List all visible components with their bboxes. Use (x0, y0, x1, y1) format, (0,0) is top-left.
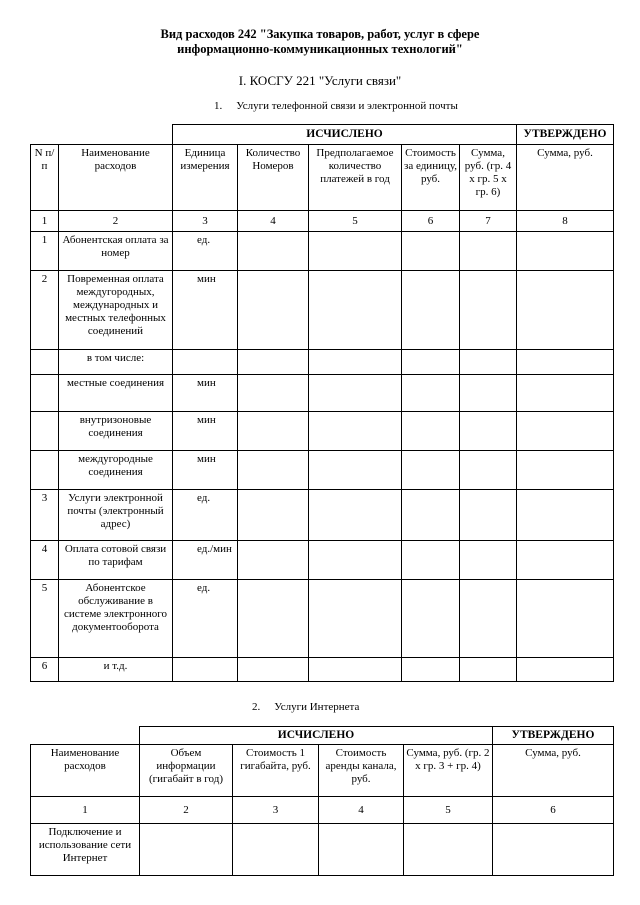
phone-email-table (30, 124, 614, 682)
table-row (31, 451, 614, 490)
row-number: 1 (31, 232, 59, 271)
column-number: 6 (402, 211, 460, 232)
group-header-approved: УТВЕРЖДЕНО (517, 125, 614, 145)
column-header: N п/п (31, 145, 59, 211)
column-number: 4 (319, 797, 404, 824)
table-row (31, 824, 614, 876)
column-number: 6 (493, 797, 614, 824)
row-unit: ед./мин (173, 541, 238, 580)
column-number: 2 (59, 211, 173, 232)
column-header: Стоимость за единицу, руб. (402, 145, 460, 211)
row-name: Абонентское обслуживание в системе электронного документооборота (59, 580, 173, 658)
row-unit: ед. (173, 232, 238, 271)
column-header: Объем информации (гигабайт в год) (140, 745, 233, 797)
row-name: Подключение и использование сети Интернет (31, 824, 140, 876)
column-header: Наименование расходов (31, 745, 140, 797)
column-number: 7 (460, 211, 517, 232)
table-row (31, 580, 614, 658)
subsection-1-label: Услуги телефонной связи и электронной почты (236, 100, 458, 112)
row-name: и т.д. (59, 658, 173, 682)
row-name: Повременная оплата междугородных, международных и местных телефонных соединений (59, 271, 173, 350)
row-name: местные соединения (59, 375, 173, 412)
table-row (31, 490, 614, 541)
row-number: 3 (31, 490, 59, 541)
column-number-row (31, 797, 614, 824)
row-unit (173, 350, 238, 375)
row-name: в том числе: (59, 350, 173, 375)
row-name: внутризоновые соединения (59, 412, 173, 451)
column-header: Количество Номеров (238, 145, 309, 211)
row-name: Услуги электронной почты (электронный адрес) (59, 490, 173, 541)
row-unit (173, 658, 238, 682)
column-number-row (31, 211, 614, 232)
row-number (31, 412, 59, 451)
column-number: 5 (309, 211, 402, 232)
column-header: Предполагаемое количество платежей в год (309, 145, 402, 211)
row-name: Абонентская оплата за номер (59, 232, 173, 271)
group-header-calculated: ИСЧИСЛЕНО (173, 125, 517, 145)
column-number: 5 (404, 797, 493, 824)
title-line-2: информационно-коммуникационных технологий" (177, 42, 463, 56)
subsection-2-label: Услуги Интернета (274, 701, 360, 713)
title-line-1: Вид расходов 242 "Закупка товаров, работ, услуг в сфере (160, 27, 480, 41)
table-row (31, 412, 614, 451)
table-row (31, 271, 614, 350)
group-header-approved: УТВЕРЖДЕНО (493, 727, 614, 745)
column-header: Сумма, руб. (517, 145, 614, 211)
group-header-calculated: ИСЧИСЛЕНО (140, 727, 493, 745)
internet-table (30, 726, 614, 876)
row-number (31, 451, 59, 490)
column-header: Сумма, руб. (493, 745, 614, 797)
column-header: Стоимость аренды канала, руб. (319, 745, 404, 797)
row-number: 2 (31, 271, 59, 350)
subsection-1-number: 1. (214, 100, 223, 112)
column-number: 1 (31, 797, 140, 824)
row-unit: ед. (173, 490, 238, 541)
table-row (31, 350, 614, 375)
row-unit: ед. (173, 580, 238, 658)
column-number: 3 (173, 211, 238, 232)
table-row (31, 541, 614, 580)
column-header: Сумма, руб. (гр. 2 x гр. 3 + гр. 4) (404, 745, 493, 797)
column-header: Сумма, руб. (гр. 4 x гр. 5 x гр. 6) (460, 145, 517, 211)
subsection-2-heading (252, 701, 359, 713)
row-number: 5 (31, 580, 59, 658)
table-row (31, 375, 614, 412)
row-unit: мин (173, 271, 238, 350)
column-header-row (31, 145, 614, 211)
row-unit: мин (173, 412, 238, 451)
table-row (31, 658, 614, 682)
subsection-1-heading (214, 100, 458, 112)
row-name: междугородные соединения (59, 451, 173, 490)
row-number (31, 375, 59, 412)
document-title (0, 27, 640, 57)
row-number: 4 (31, 541, 59, 580)
row-unit: мин (173, 451, 238, 490)
column-number: 8 (517, 211, 614, 232)
column-header-row (31, 745, 614, 797)
subsection-2-number: 2. (252, 701, 261, 713)
row-number (31, 350, 59, 375)
section-heading: I. КОСГУ 221 "Услуги связи" (238, 73, 402, 88)
column-header: Стоимость 1 гигабайта, руб. (233, 745, 319, 797)
column-header: Единица измерения (173, 145, 238, 211)
column-number: 1 (31, 211, 59, 232)
table-row (31, 232, 614, 271)
column-header: Наименование расходов (59, 145, 173, 211)
row-number: 6 (31, 658, 59, 682)
column-number: 3 (233, 797, 319, 824)
column-number: 2 (140, 797, 233, 824)
row-unit: мин (173, 375, 238, 412)
row-name: Оплата сотовой связи по тарифам (59, 541, 173, 580)
column-number: 4 (238, 211, 309, 232)
